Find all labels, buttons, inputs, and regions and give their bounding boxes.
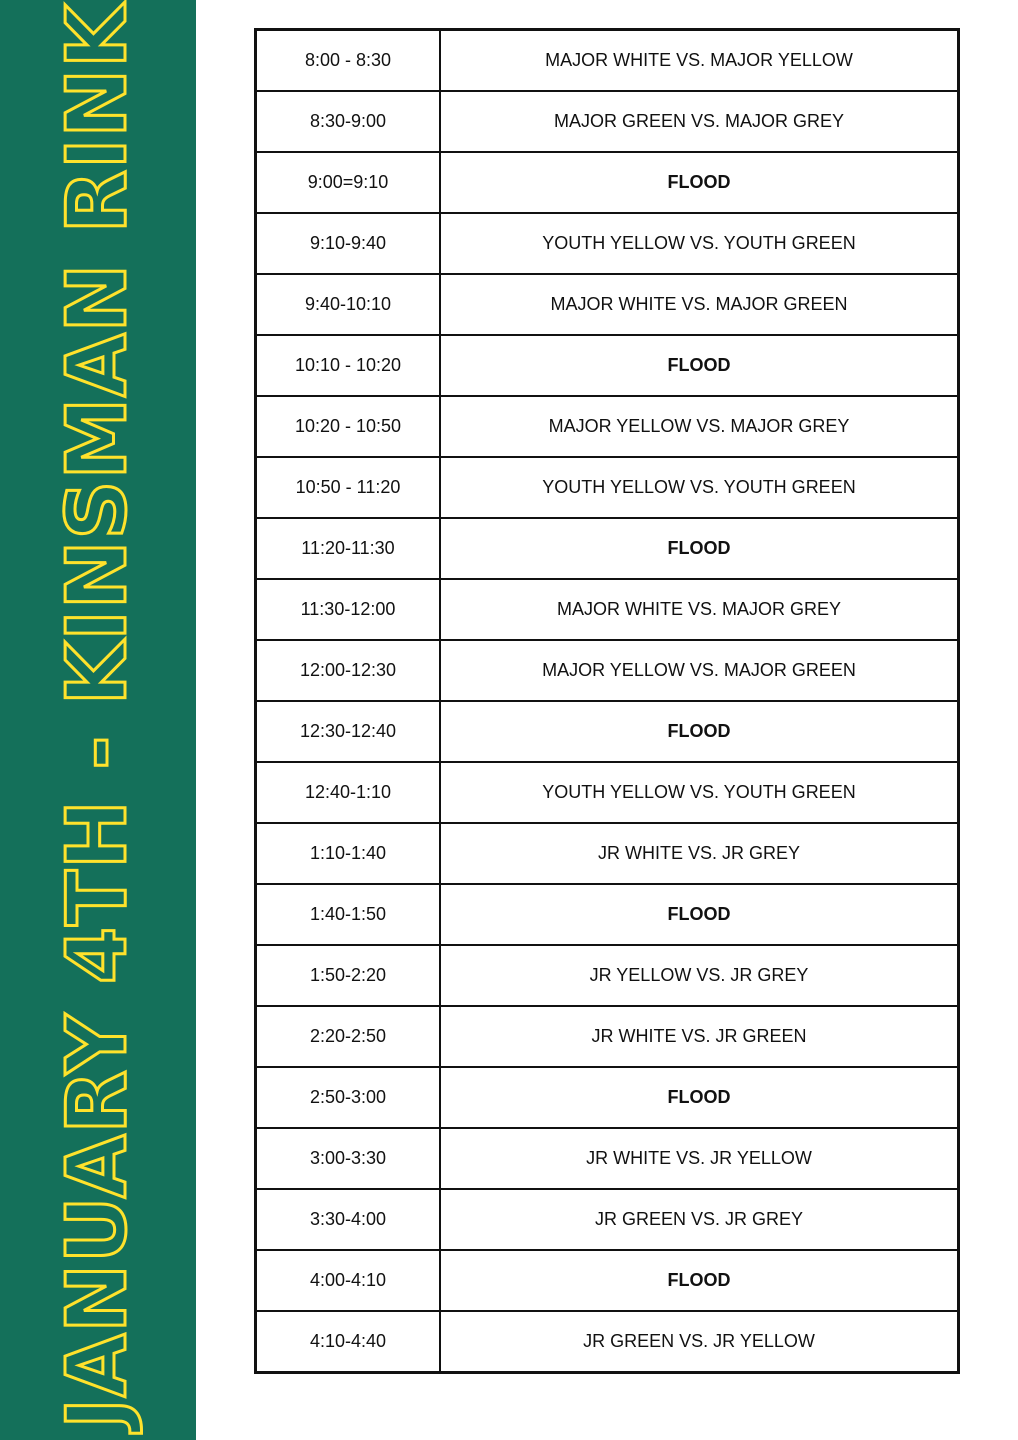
time-cell: 11:20-11:30 <box>256 518 441 579</box>
table-row <box>256 1067 959 1128</box>
time-cell: 4:00-4:10 <box>256 1250 441 1311</box>
time-cell: 1:40-1:50 <box>256 884 441 945</box>
time-cell: 2:20-2:50 <box>256 1006 441 1067</box>
time-cell: 9:10-9:40 <box>256 213 441 274</box>
event-cell: FLOOD <box>440 884 959 945</box>
time-cell: 8:00 - 8:30 <box>256 30 441 92</box>
time-cell: 4:10-4:40 <box>256 1311 441 1373</box>
event-cell: JR GREEN VS. JR YELLOW <box>440 1311 959 1373</box>
event-cell: JR WHITE VS. JR GREEN <box>440 1006 959 1067</box>
table-row <box>256 945 959 1006</box>
schedule-table <box>254 28 960 1374</box>
event-cell: YOUTH YELLOW VS. YOUTH GREEN <box>440 762 959 823</box>
time-cell: 11:30-12:00 <box>256 579 441 640</box>
table-row <box>256 335 959 396</box>
time-cell: 12:00-12:30 <box>256 640 441 701</box>
event-cell: YOUTH YELLOW VS. YOUTH GREEN <box>440 457 959 518</box>
page-title: JANUARY 4TH - KINSMAN RINK <box>50 3 145 1429</box>
table-row <box>256 762 959 823</box>
table-row <box>256 213 959 274</box>
table-row <box>256 823 959 884</box>
table-row <box>256 1250 959 1311</box>
table-row <box>256 91 959 152</box>
event-cell: MAJOR YELLOW VS. MAJOR GREEN <box>440 640 959 701</box>
event-cell: FLOOD <box>440 335 959 396</box>
event-cell: JR WHITE VS. JR YELLOW <box>440 1128 959 1189</box>
table-row <box>256 640 959 701</box>
table-row <box>256 1189 959 1250</box>
table-row <box>256 1128 959 1189</box>
time-cell: 1:50-2:20 <box>256 945 441 1006</box>
time-cell: 1:10-1:40 <box>256 823 441 884</box>
event-cell: JR WHITE VS. JR GREY <box>440 823 959 884</box>
time-cell: 2:50-3:00 <box>256 1067 441 1128</box>
time-cell: 10:20 - 10:50 <box>256 396 441 457</box>
time-cell: 12:30-12:40 <box>256 701 441 762</box>
event-cell: YOUTH YELLOW VS. YOUTH GREEN <box>440 213 959 274</box>
table-row <box>256 1311 959 1373</box>
time-cell: 10:10 - 10:20 <box>256 335 441 396</box>
event-cell: FLOOD <box>440 701 959 762</box>
table-row <box>256 396 959 457</box>
table-row <box>256 518 959 579</box>
event-cell: FLOOD <box>440 518 959 579</box>
event-cell: MAJOR WHITE VS. MAJOR GREEN <box>440 274 959 335</box>
time-cell: 8:30-9:00 <box>256 91 441 152</box>
table-row <box>256 884 959 945</box>
table-row <box>256 701 959 762</box>
table-row <box>256 579 959 640</box>
table-row <box>256 152 959 213</box>
event-cell: MAJOR WHITE VS. MAJOR YELLOW <box>440 30 959 92</box>
time-cell: 9:40-10:10 <box>256 274 441 335</box>
time-cell: 10:50 - 11:20 <box>256 457 441 518</box>
table-row <box>256 457 959 518</box>
event-cell: FLOOD <box>440 1067 959 1128</box>
event-cell: MAJOR WHITE VS. MAJOR GREY <box>440 579 959 640</box>
time-cell: 3:00-3:30 <box>256 1128 441 1189</box>
table-row <box>256 1006 959 1067</box>
table-row <box>256 30 959 92</box>
event-cell: JR GREEN VS. JR GREY <box>440 1189 959 1250</box>
event-cell: MAJOR GREEN VS. MAJOR GREY <box>440 91 959 152</box>
time-cell: 9:00=9:10 <box>256 152 441 213</box>
event-cell: JR YELLOW VS. JR GREY <box>440 945 959 1006</box>
event-cell: MAJOR YELLOW VS. MAJOR GREY <box>440 396 959 457</box>
table-row <box>256 274 959 335</box>
event-cell: FLOOD <box>440 152 959 213</box>
time-cell: 3:30-4:00 <box>256 1189 441 1250</box>
side-band <box>0 0 196 1440</box>
event-cell: FLOOD <box>440 1250 959 1311</box>
time-cell: 12:40-1:10 <box>256 762 441 823</box>
